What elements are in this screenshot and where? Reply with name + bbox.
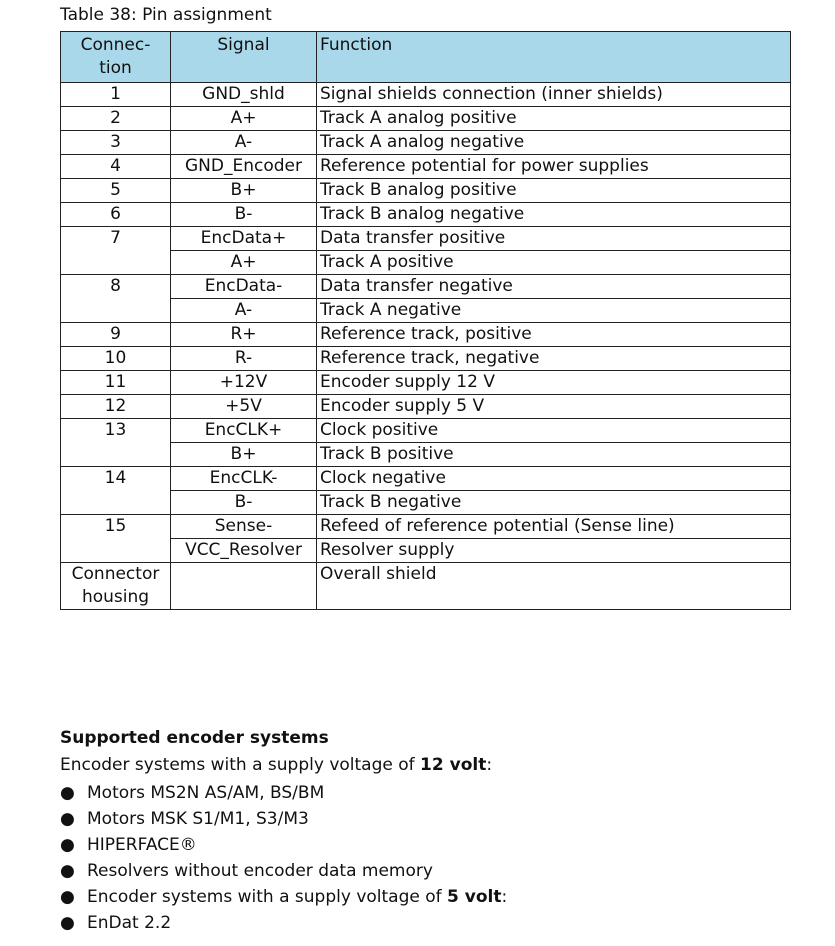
list-item: ● Encoder systems with a supply voltage of 5 volt: xyxy=(60,884,800,910)
cell-signal: A+ xyxy=(171,251,317,275)
cell-signal: B+ xyxy=(171,179,317,203)
cell-signal: B+ xyxy=(171,443,317,467)
cell-function: Track B analog negative xyxy=(317,203,791,227)
cell-connection: 12 xyxy=(61,395,171,419)
cell-function: Track A analog negative xyxy=(317,131,791,155)
cell-connection: 10 xyxy=(61,347,171,371)
table-row xyxy=(61,491,791,515)
table-row xyxy=(61,419,791,443)
cell-signal: B- xyxy=(171,203,317,227)
bullet-icon: ● xyxy=(60,835,75,855)
pin-assignment-table xyxy=(60,31,791,610)
cell-connection: 1 xyxy=(61,83,171,107)
bullet-icon: ● xyxy=(60,913,75,933)
table-row xyxy=(61,275,791,299)
table-row xyxy=(61,395,791,419)
header-connection: Connec- tion xyxy=(61,32,171,83)
section-intro: Encoder systems with a supply voltage of 12 volt: xyxy=(60,755,493,775)
table-row xyxy=(61,371,791,395)
cell-signal: B- xyxy=(171,491,317,515)
cell-signal: A- xyxy=(171,299,317,323)
cell-connection: 2 xyxy=(61,107,171,131)
cell-function: Refeed of reference potential (Sense line) xyxy=(317,515,791,539)
list-item: ● Motors MSK S1/M1, S3/M3 xyxy=(60,806,800,832)
cell-function: Clock positive xyxy=(317,419,791,443)
cell-signal: A- xyxy=(171,131,317,155)
header-function: Function xyxy=(317,32,791,83)
cell-connection: 9 xyxy=(61,323,171,347)
cell-signal: R- xyxy=(171,347,317,371)
table-row xyxy=(61,131,791,155)
encoder-list xyxy=(60,780,800,936)
table-row xyxy=(61,539,791,563)
cell-connection: 11 xyxy=(61,371,171,395)
table-row xyxy=(61,179,791,203)
cell-signal: A+ xyxy=(171,107,317,131)
list-item: ● EnDat 2.2 xyxy=(60,910,800,936)
table-row xyxy=(61,155,791,179)
section-heading: Supported encoder systems xyxy=(60,728,329,748)
cell-connection: 7 xyxy=(61,227,171,275)
cell-function: Overall shield xyxy=(317,563,791,610)
table-row xyxy=(61,251,791,275)
cell-function: Data transfer positive xyxy=(317,227,791,251)
bullet-icon: ● xyxy=(60,809,75,829)
cell-signal xyxy=(171,563,317,610)
list-item: ● HIPERFACE® xyxy=(60,832,800,858)
cell-signal: Sense- xyxy=(171,515,317,539)
table-row xyxy=(61,203,791,227)
cell-function: Encoder supply 5 V xyxy=(317,395,791,419)
table-row xyxy=(61,563,791,610)
cell-function: Encoder supply 12 V xyxy=(317,371,791,395)
table-row xyxy=(61,83,791,107)
table-row xyxy=(61,443,791,467)
cell-connection: 15 xyxy=(61,515,171,563)
table-header-row xyxy=(61,32,791,83)
cell-connection: 8 xyxy=(61,275,171,323)
table-row xyxy=(61,347,791,371)
cell-signal: VCC_Resolver xyxy=(171,539,317,563)
cell-signal: GND_Encoder xyxy=(171,155,317,179)
cell-connection: 5 xyxy=(61,179,171,203)
cell-function: Reference potential for power supplies xyxy=(317,155,791,179)
list-item: ● Resolvers without encoder data memory xyxy=(60,858,800,884)
table-row xyxy=(61,299,791,323)
cell-function: Reference track, negative xyxy=(317,347,791,371)
cell-function: Track B negative xyxy=(317,491,791,515)
cell-signal: EncData- xyxy=(171,275,317,299)
cell-connection: 14 xyxy=(61,467,171,515)
cell-function: Reference track, positive xyxy=(317,323,791,347)
cell-function: Resolver supply xyxy=(317,539,791,563)
cell-connection: 13 xyxy=(61,419,171,467)
cell-function: Track A analog positive xyxy=(317,107,791,131)
supported-encoders-section xyxy=(60,728,800,936)
table-row xyxy=(61,323,791,347)
cell-function: Track A positive xyxy=(317,251,791,275)
bullet-icon: ● xyxy=(60,887,75,907)
cell-function: Clock negative xyxy=(317,467,791,491)
list-item: ● Motors MS2N AS/AM, BS/BM xyxy=(60,780,800,806)
table-caption: Table 38: Pin assignment xyxy=(60,5,272,25)
table-row xyxy=(61,515,791,539)
table-row xyxy=(61,467,791,491)
cell-signal: +5V xyxy=(171,395,317,419)
cell-signal: GND_shld xyxy=(171,83,317,107)
cell-signal: EncData+ xyxy=(171,227,317,251)
cell-connection: Connector housing xyxy=(61,563,171,610)
cell-function: Data transfer negative xyxy=(317,275,791,299)
cell-signal: EncCLK+ xyxy=(171,419,317,443)
cell-connection: 6 xyxy=(61,203,171,227)
cell-signal: +12V xyxy=(171,371,317,395)
bullet-icon: ● xyxy=(60,861,75,881)
cell-function: Track B positive xyxy=(317,443,791,467)
bullet-icon: ● xyxy=(60,783,75,803)
cell-connection: 4 xyxy=(61,155,171,179)
table-row xyxy=(61,227,791,251)
table-row xyxy=(61,107,791,131)
cell-connection: 3 xyxy=(61,131,171,155)
cell-function: Signal shields connection (inner shields) xyxy=(317,83,791,107)
cell-signal: EncCLK- xyxy=(171,467,317,491)
cell-function: Track B analog positive xyxy=(317,179,791,203)
header-signal: Signal xyxy=(171,32,317,83)
cell-signal: R+ xyxy=(171,323,317,347)
cell-function: Track A negative xyxy=(317,299,791,323)
